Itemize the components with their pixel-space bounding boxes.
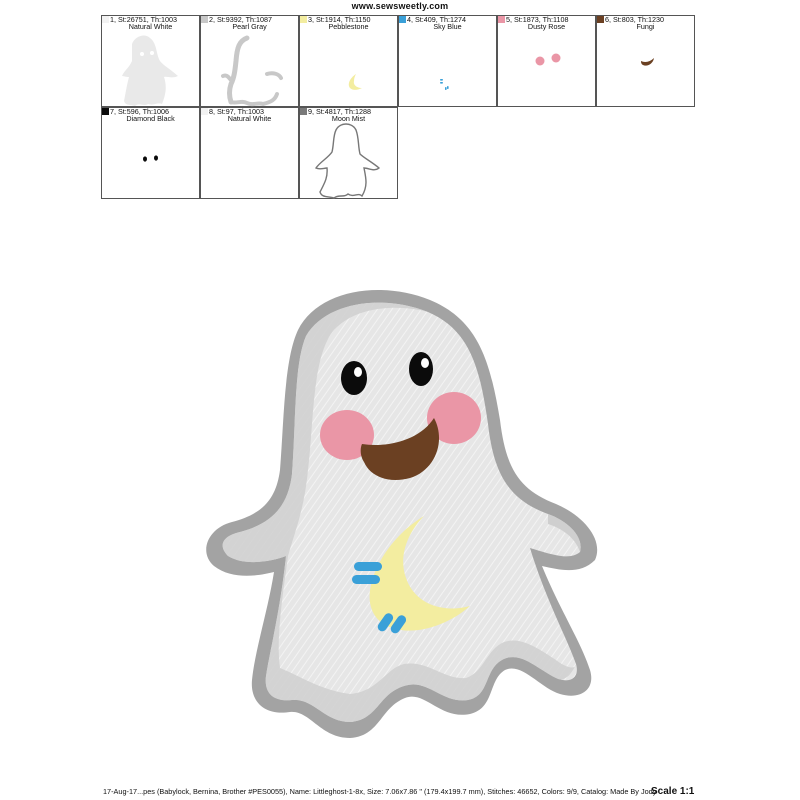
left-eye: [341, 361, 367, 395]
swatch-thread-name: Dusty Rose: [527, 22, 566, 31]
design-info-footer: 17-Aug-17...pes (Babylock, Bernina, Brother #PES0055), Name: Littleghost-1-8x, Size: 7.06x7.86 " (179.4x199.7 mm), Stitches: 46652, Colors: 9/9, Catalog: Made By Jody: [103, 787, 657, 796]
swatch-thread-name: Natural White: [128, 22, 173, 31]
swatch-stats: 6, St:803, Th:1230: [605, 15, 665, 24]
swatch-stats: 5, St:1873, Th:1108: [506, 15, 569, 24]
site-url: www.sewsweetly.com: [351, 1, 449, 11]
swatch-stats: 3, St:1914, Th:1150: [308, 15, 371, 24]
swatch-thread-name: Diamond Black: [126, 114, 175, 123]
left-eye-highlight: [354, 367, 362, 377]
swatch-thread-name: Natural White: [227, 114, 272, 123]
right-eye: [409, 352, 433, 386]
swatch-stats: 7, St:596, Th:1006: [110, 107, 170, 116]
swatch-thread-name: Fungi: [636, 22, 655, 31]
swatch-stats: 4, St:409, Th:1274: [407, 15, 467, 24]
swatch-stats: 1, St:26751, Th:1003: [110, 15, 178, 24]
finger-2: [352, 575, 380, 584]
swatch-stats: 8, St:97, Th:1003: [209, 107, 265, 116]
swatch-thread-name: Sky Blue: [433, 22, 462, 31]
swatch-thread-name: Moon Mist: [331, 114, 366, 123]
swatch-stats: 9, St:4817, Th:1288: [308, 107, 372, 116]
finger-1: [354, 562, 382, 571]
right-eye-highlight: [421, 358, 429, 368]
swatch-thread-name: Pebblestone: [328, 22, 369, 31]
swatch-thread-name: Pearl Gray: [232, 22, 267, 31]
swatch-stats: 2, St:9392, Th:1087: [209, 15, 273, 24]
scale-label: Scale 1:1: [651, 786, 695, 797]
